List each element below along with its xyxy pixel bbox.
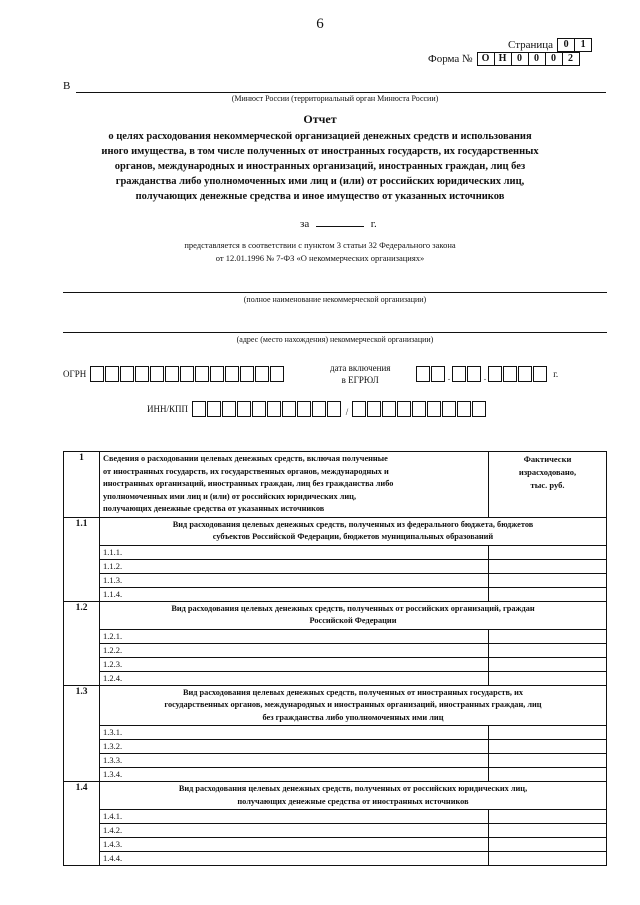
table-row — [64, 573, 607, 587]
table-row — [64, 740, 607, 754]
ogrn-digit-box[interactable] — [210, 366, 224, 382]
table-row — [64, 838, 607, 852]
header-description — [100, 452, 489, 518]
row-value-cell[interactable] — [489, 824, 607, 838]
kpp-input[interactable] — [352, 403, 487, 413]
date-label-line: в ЕГРЮЛ — [341, 375, 379, 385]
ogrn-digit-box[interactable] — [135, 366, 149, 382]
recipient-caption: (Минюст России (территориальный орган Минюста России) — [231, 94, 439, 103]
section-title-line: субъектов Российской Федерации, бюджетов муниципальных образований — [212, 532, 494, 541]
inn-digit-box[interactable] — [297, 401, 311, 417]
inn-input[interactable] — [192, 403, 342, 413]
header-value — [489, 452, 607, 518]
inn-kpp-row — [147, 401, 487, 417]
inn-digit-box[interactable] — [252, 401, 266, 417]
inn-kpp-label: ИНН/КПП — [147, 404, 189, 414]
section-title-line: Вид расходования целевых денежных средств, полученных от российских юридических лиц, — [178, 784, 528, 793]
row-label-cell[interactable]: 1.4.4. — [100, 852, 489, 866]
section-title-line: без гражданства либо уполномоченных ими лиц — [262, 712, 444, 722]
row-value-cell[interactable] — [489, 768, 607, 782]
egrul-date-label — [330, 362, 390, 386]
row-value-cell[interactable] — [489, 643, 607, 657]
section-title-line: получающих денежные средства от иностранных источников — [237, 796, 469, 806]
inn-digit-box[interactable] — [237, 401, 251, 417]
recipient-field[interactable] — [76, 92, 606, 93]
table-header-row — [64, 452, 607, 518]
section-title — [100, 782, 607, 810]
row-value-cell[interactable] — [489, 587, 607, 601]
inn-digit-box[interactable] — [312, 401, 326, 417]
row-label-cell[interactable]: 1.4.2. — [100, 824, 489, 838]
form-box: 2 — [562, 52, 580, 66]
ogrn-digit-box[interactable] — [255, 366, 269, 382]
kpp-digit-box[interactable] — [457, 401, 471, 417]
kpp-digit-box[interactable] — [412, 401, 426, 417]
subtitle-line: иного имущества, в том числе полученных от иностранных государств, их государственных — [101, 146, 539, 157]
section-row — [64, 601, 607, 629]
date-year-box[interactable] — [533, 366, 547, 382]
table-row — [64, 754, 607, 768]
form-label: Форма № — [428, 53, 473, 65]
inn-digit-box[interactable] — [207, 401, 221, 417]
section-title — [100, 517, 607, 545]
ogrn-digit-box[interactable] — [120, 366, 134, 382]
table-row — [64, 810, 607, 824]
row-value-cell[interactable] — [489, 852, 607, 866]
org-name-field[interactable] — [63, 292, 607, 293]
period-year-field[interactable] — [316, 226, 364, 227]
kpp-digit-box[interactable] — [442, 401, 456, 417]
table-row — [64, 657, 607, 671]
table-row — [64, 587, 607, 601]
row-value-cell[interactable] — [489, 754, 607, 768]
section-number: 1.2 — [64, 601, 100, 685]
row-label-cell[interactable]: 1.4.1. — [100, 810, 489, 824]
row-value-cell[interactable] — [489, 838, 607, 852]
header-value-line: израсходовано, — [518, 467, 577, 477]
header-num: 1 — [64, 452, 100, 518]
inn-digit-box[interactable] — [222, 401, 236, 417]
ogrn-digit-box[interactable] — [105, 366, 119, 382]
ogrn-digit-box[interactable] — [225, 366, 239, 382]
table-row — [64, 852, 607, 866]
expenditure-table — [63, 451, 607, 866]
egrul-date-input[interactable] — [416, 366, 558, 382]
date-day-box[interactable] — [416, 366, 430, 382]
ogrn-row — [63, 366, 285, 382]
section-number: 1.4 — [64, 782, 100, 866]
section-title — [100, 601, 607, 629]
inn-digit-box[interactable] — [192, 401, 206, 417]
subtitle-line: гражданства либо уполномоченных ими лиц и (или) от российских юридических лиц, — [115, 176, 525, 187]
date-month-box[interactable] — [467, 366, 481, 382]
row-label-cell[interactable]: 1.3.3. — [100, 754, 489, 768]
table-row — [64, 643, 607, 657]
row-value-cell[interactable] — [489, 573, 607, 587]
table-row — [64, 629, 607, 643]
row-value-cell[interactable] — [489, 545, 607, 559]
row-label-cell[interactable]: 1.2.4. — [100, 671, 489, 685]
row-label-cell[interactable]: 1.3.1. — [100, 726, 489, 740]
year-suffix: г. — [553, 369, 559, 379]
row-label-cell[interactable]: 1.1.4. — [100, 587, 489, 601]
section-number: 1.1 — [64, 517, 100, 601]
ogrn-digit-box[interactable] — [150, 366, 164, 382]
inn-digit-box[interactable] — [267, 401, 281, 417]
date-day-box[interactable] — [431, 366, 445, 382]
report-period — [300, 218, 377, 230]
row-label-cell[interactable]: 1.3.4. — [100, 768, 489, 782]
header-desc-line: от иностранных государств, их государственных органов, международных и — [103, 466, 389, 476]
row-label-cell[interactable]: 1.2.2. — [100, 643, 489, 657]
date-year-box[interactable] — [503, 366, 517, 382]
kpp-digit-box[interactable] — [427, 401, 441, 417]
row-value-cell[interactable] — [489, 740, 607, 754]
row-value-cell[interactable] — [489, 629, 607, 643]
subtitle-line: органов, международных и иностранных организаций, иностранных граждан, лиц без — [114, 161, 526, 172]
subtitle-line: о целях расходования некоммерческой организацией денежных средств и использования — [108, 131, 532, 142]
section-title-line: Российской Федерации — [309, 616, 397, 625]
recipient-prefix: В — [63, 80, 71, 92]
section-title-line: Вид расходования целевых денежных средств, полученных от иностранных государств, их — [182, 687, 524, 697]
section-row — [64, 517, 607, 545]
page-box: 1 — [574, 38, 592, 52]
table-row — [64, 726, 607, 740]
kpp-digit-box[interactable] — [352, 401, 366, 417]
ogrn-label: ОГРН — [63, 369, 87, 379]
form-box: Н — [494, 52, 512, 66]
org-address-field[interactable] — [63, 332, 607, 333]
org-name-caption: (полное наименование некоммерческой организации) — [243, 295, 427, 304]
kpp-digit-box[interactable] — [367, 401, 381, 417]
basis-line: от 12.01.1996 № 7-ФЗ «О некоммерческих организациях» — [215, 253, 425, 263]
period-prefix: за — [300, 218, 310, 230]
date-separator: . — [483, 372, 487, 382]
header-desc-line: уполномоченных ими лиц и (или) от российских юридических лиц, — [103, 491, 357, 501]
header-desc-line: иностранных организаций, иностранных граждан, лиц без гражданства либо — [103, 479, 394, 488]
section-title — [100, 685, 607, 726]
header-desc-line: получающих денежные средства от указанных источников — [103, 504, 325, 513]
row-label-cell[interactable]: 1.1.3. — [100, 573, 489, 587]
table-row — [64, 671, 607, 685]
table-row — [64, 545, 607, 559]
section-row — [64, 685, 607, 726]
row-value-cell[interactable] — [489, 657, 607, 671]
date-year-box[interactable] — [488, 366, 502, 382]
subtitle-line: получающих денежные средства и иное имущество от указанных источников — [135, 191, 505, 202]
row-value-cell[interactable] — [489, 726, 607, 740]
header-value-line: Фактически — [523, 454, 572, 464]
form-box: О — [477, 52, 495, 66]
inn-kpp-slash: / — [345, 407, 349, 417]
table-row — [64, 559, 607, 573]
page-number: 6 — [316, 16, 324, 32]
row-label-cell[interactable]: 1.4.3. — [100, 838, 489, 852]
inn-digit-box[interactable] — [327, 401, 341, 417]
row-value-cell[interactable] — [489, 810, 607, 824]
section-title-line: Вид расходования целевых денежных средств, полученных из федерального бюджета, бюджетов — [172, 519, 534, 529]
form-code-row — [428, 52, 580, 66]
section-title-line: государственных органов, международных и иностранных организаций, иностранных граждан, лиц — [164, 700, 542, 709]
table-row — [64, 768, 607, 782]
row-value-cell[interactable] — [489, 559, 607, 573]
ogrn-digit-box[interactable] — [165, 366, 179, 382]
ogrn-digit-box[interactable] — [90, 366, 104, 382]
date-label-line: дата включения — [330, 363, 391, 373]
row-label-cell[interactable]: 1.3.2. — [100, 740, 489, 754]
form-box: 0 — [528, 52, 546, 66]
kpp-digit-box[interactable] — [472, 401, 486, 417]
form-box: 0 — [511, 52, 529, 66]
section-number: 1.3 — [64, 685, 100, 782]
period-suffix: г. — [370, 218, 377, 230]
section-row — [64, 782, 607, 810]
row-label-cell[interactable]: 1.2.1. — [100, 629, 489, 643]
kpp-digit-box[interactable] — [397, 401, 411, 417]
form-box: 0 — [545, 52, 563, 66]
date-separator: . — [447, 372, 451, 382]
section-title-line: Вид расходования целевых денежных средств, полученных от российских организаций, граждан — [171, 603, 535, 613]
table-row — [64, 824, 607, 838]
report-subtitle — [40, 129, 600, 204]
row-label-cell[interactable]: 1.1.2. — [100, 559, 489, 573]
date-month-box[interactable] — [452, 366, 466, 382]
report-basis — [100, 239, 540, 265]
header-value-line: тыс. руб. — [530, 480, 565, 490]
basis-line: представляется в соответствии с пунктом 3 статьи 32 Федерального закона — [184, 240, 456, 250]
page-label: Страница — [508, 39, 554, 51]
org-address-caption: (адрес (место нахождения) некоммерческой организации) — [236, 335, 434, 344]
ogrn-digit-box[interactable] — [270, 366, 284, 382]
page-box: 0 — [557, 38, 575, 52]
row-label-cell[interactable]: 1.2.3. — [100, 657, 489, 671]
header-desc-line: Сведения о расходовании целевых денежных средств, включая полученные — [103, 454, 388, 463]
row-value-cell[interactable] — [489, 671, 607, 685]
report-title: Отчет — [303, 112, 337, 126]
ogrn-input[interactable] — [90, 368, 285, 378]
kpp-digit-box[interactable] — [382, 401, 396, 417]
ogrn-digit-box[interactable] — [180, 366, 194, 382]
page-code-row — [508, 38, 592, 52]
inn-digit-box[interactable] — [282, 401, 296, 417]
date-year-box[interactable] — [518, 366, 532, 382]
ogrn-digit-box[interactable] — [195, 366, 209, 382]
row-label-cell[interactable]: 1.1.1. — [100, 545, 489, 559]
ogrn-digit-box[interactable] — [240, 366, 254, 382]
